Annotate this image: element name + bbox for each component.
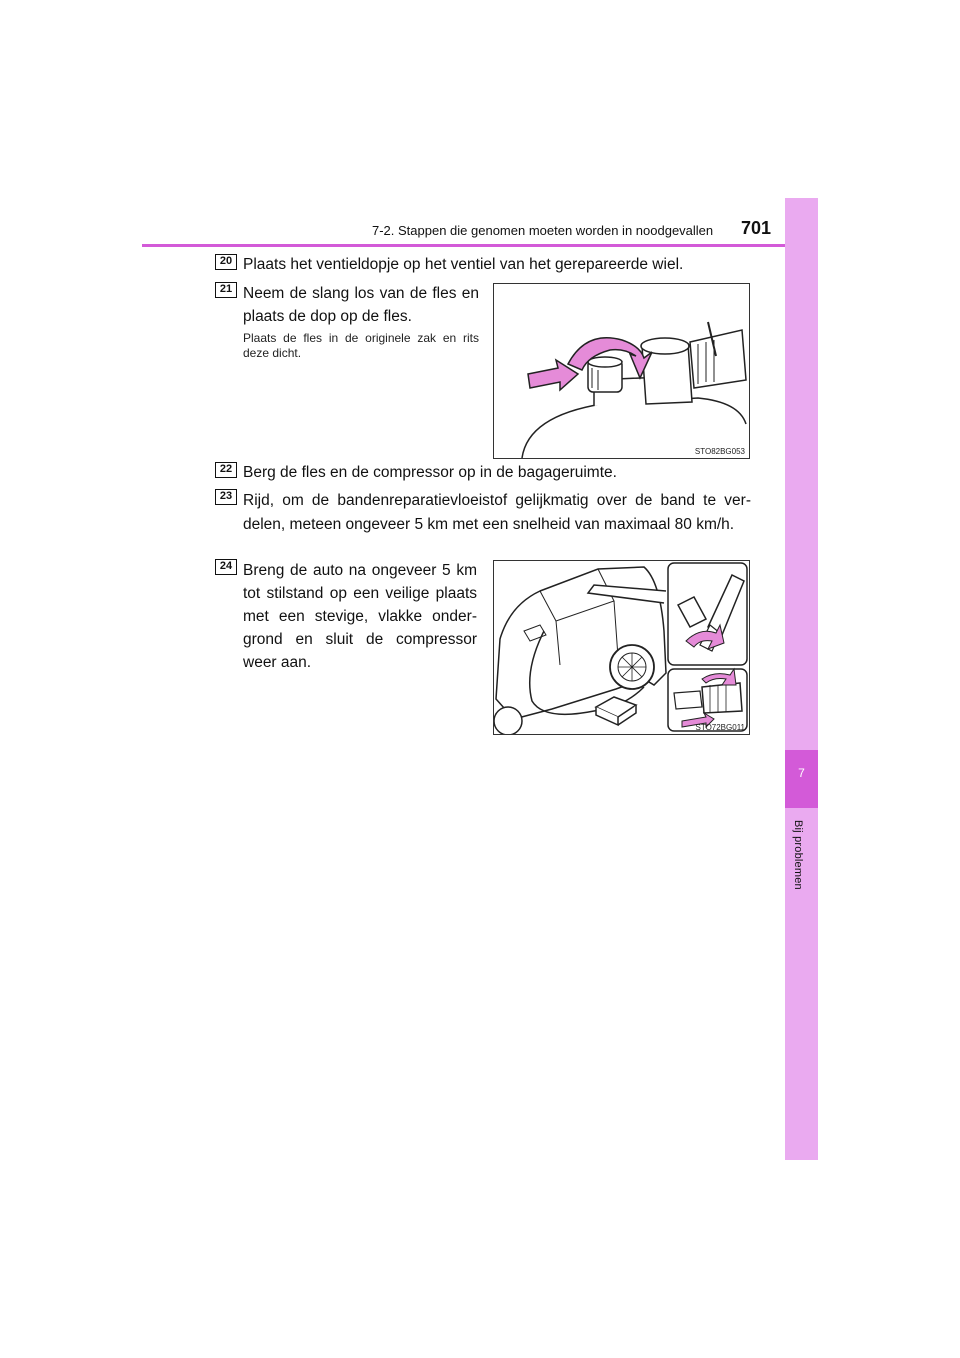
step-text: Neem de slang los van de fles en plaats de dop op de fles. xyxy=(243,285,479,325)
step-text: Rijd, om de bandenreparatievloeistof gelijkmatig over de band te ver-delen, meteen ongeveer 5 km met een snelheid van maximaal 80 km/h. xyxy=(243,492,751,533)
section-title: 7-2. Stappen die genomen moeten worden in noodgevallen xyxy=(372,223,714,238)
bottle-cap-illustration xyxy=(494,284,749,458)
compressor-illustration xyxy=(494,561,749,734)
figure-bottle-cap xyxy=(493,283,750,459)
step-badge: 23 xyxy=(215,489,237,505)
figure-code: STO72BG011 xyxy=(695,723,745,732)
chapter-title: Bij problemen xyxy=(792,820,804,890)
step-text: Berg de fles en de compressor op in de bagageruimte. xyxy=(243,464,617,481)
chapter-sidebar xyxy=(785,198,818,1160)
step-badge: 24 xyxy=(215,559,237,575)
step-note: Plaats de fles in de originele zak en rits deze dicht. xyxy=(243,331,479,360)
step-badge: 21 xyxy=(215,282,237,298)
figure-compressor xyxy=(493,560,750,735)
figure-code: STO82BG053 xyxy=(694,447,745,456)
step-text: Plaats het ventieldopje op het ventiel van het gerepareerde wiel. xyxy=(243,256,684,273)
page-number: 701 xyxy=(741,218,772,238)
step-badge: 22 xyxy=(215,462,237,478)
chapter-number: 7 xyxy=(798,766,805,780)
step-badge: 20 xyxy=(215,254,237,270)
step-text: Breng de auto na ongeveer 5 km tot stilstand op een veilige plaats met een stevige, vlakke onder-grond en sluit de compressor weer aan. xyxy=(243,562,477,671)
header-divider xyxy=(142,244,818,247)
